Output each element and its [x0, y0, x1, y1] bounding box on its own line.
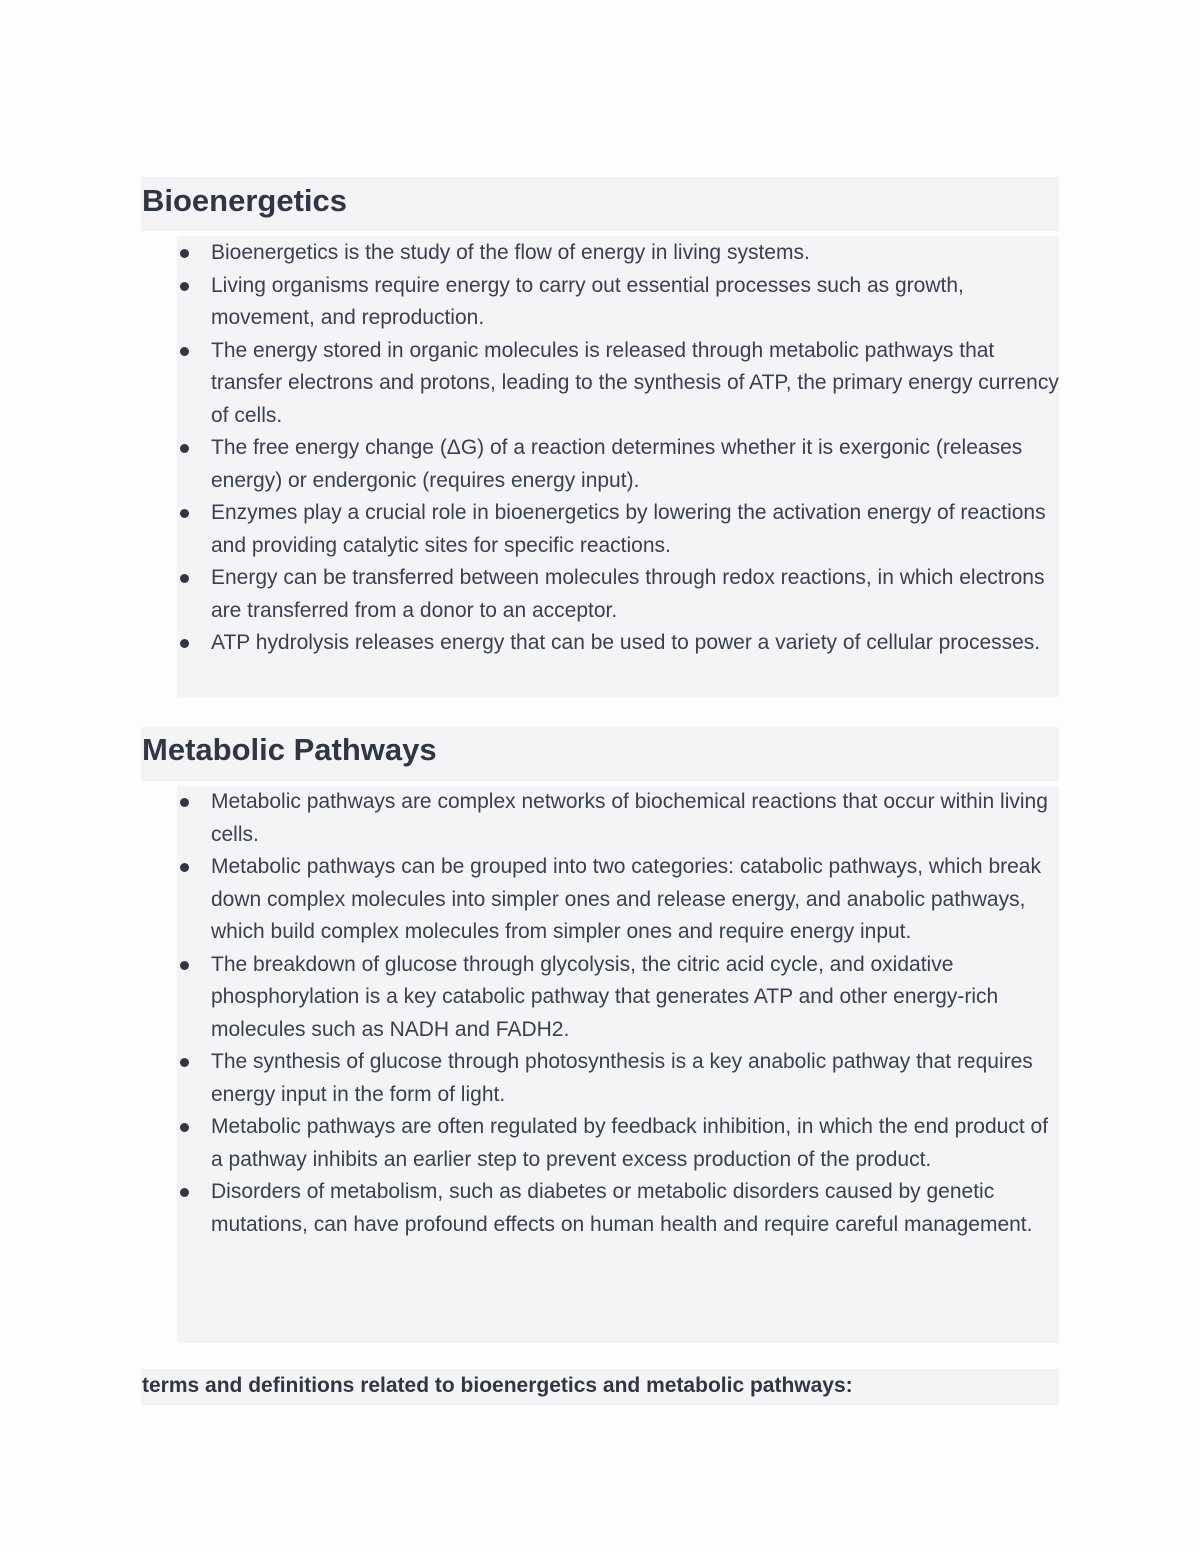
list-item: Energy can be transferred between molecules through redox reactions, in which electrons are transferred from a donor to an acceptor.	[177, 562, 1059, 627]
terms-heading-box	[141, 1369, 1059, 1405]
bullet-dot-icon	[180, 961, 189, 970]
bullet-dot-icon	[180, 509, 189, 518]
list-item: Metabolic pathways can be grouped into two categories: catabolic pathways, which break down complex molecules into simpler ones and release energy, and anabolic pathways, which build complex molecules from simpler ones and require energy input.	[177, 851, 1059, 949]
list-item: Living organisms require energy to carry out essential processes such as growth, movement, and reproduction.	[177, 270, 1059, 335]
section-list-box	[177, 236, 1059, 697]
bullet-dot-icon	[180, 1188, 189, 1197]
list-item: Metabolic pathways are often regulated by feedback inhibition, in which the end product of a pathway inhibits an earlier step to prevent excess production of the product.	[177, 1111, 1059, 1176]
list-item: Bioenergetics is the study of the flow of energy in living systems.	[177, 237, 1059, 270]
terms-heading: terms and definitions related to bioenergetics and metabolic pathways:	[142, 1374, 853, 1397]
list-item: Enzymes play a crucial role in bioenergetics by lowering the activation energy of reactions and providing catalytic sites for specific reactions.	[177, 497, 1059, 562]
section-heading-metabolic-pathways: Metabolic Pathways	[142, 732, 437, 767]
section-list-box	[177, 786, 1059, 1343]
bullet-dot-icon	[180, 1123, 189, 1132]
bullet-dot-icon	[180, 347, 189, 356]
list-item: ATP hydrolysis releases energy that can be used to power a variety of cellular processes.	[177, 627, 1059, 660]
list-item: The free energy change (ΔG) of a reaction determines whether it is exergonic (releases energy) or endergonic (requires energy input).	[177, 432, 1059, 497]
bullet-dot-icon	[180, 798, 189, 807]
list-item: Metabolic pathways are complex networks of biochemical reactions that occur within living cells.	[177, 786, 1059, 851]
section-heading-box	[141, 177, 1059, 231]
bullet-dot-icon	[180, 574, 189, 583]
list-item: The breakdown of glucose through glycolysis, the citric acid cycle, and oxidative phosphorylation is a key catabolic pathway that generates ATP and other energy-rich molecules such as NADH and FADH2.	[177, 949, 1059, 1047]
bullet-dot-icon	[180, 639, 189, 648]
bullet-dot-icon	[180, 282, 189, 291]
bioenergetics-bullet-list	[177, 237, 1059, 660]
section-heading-box	[141, 727, 1059, 781]
list-item: The synthesis of glucose through photosynthesis is a key anabolic pathway that requires energy input in the form of light.	[177, 1046, 1059, 1111]
section-heading-bioenergetics: Bioenergetics	[142, 183, 348, 218]
metabolic-pathways-bullet-list	[177, 786, 1059, 1241]
bullet-dot-icon	[180, 444, 189, 453]
bullet-dot-icon	[180, 249, 189, 258]
list-item: The energy stored in organic molecules is released through metabolic pathways that transfer electrons and protons, leading to the synthesis of ATP, the primary energy currency of cells.	[177, 335, 1059, 433]
list-item: Disorders of metabolism, such as diabetes or metabolic disorders caused by genetic mutations, can have profound effects on human health and require careful management.	[177, 1176, 1059, 1241]
bullet-dot-icon	[180, 863, 189, 872]
bullet-dot-icon	[180, 1058, 189, 1067]
